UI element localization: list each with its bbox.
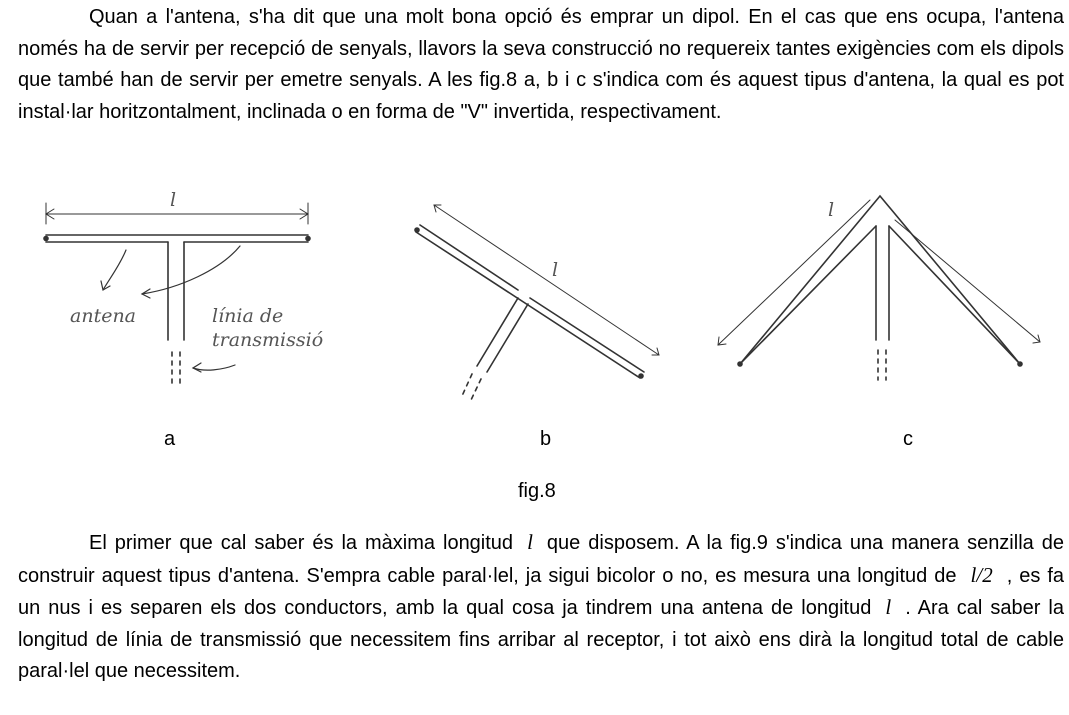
body-text-1: El primer que cal saber és la màxima longitud [89, 532, 514, 554]
body-paragraph [18, 527, 1064, 688]
subfig-b-length-symbol: l [552, 259, 559, 281]
subfig-a-drawing [44, 203, 310, 384]
subfig-b-drawing [415, 205, 659, 400]
var-l-2: l [885, 595, 892, 619]
subfig-c-drawing [718, 196, 1040, 380]
subfig-b-label: b [540, 428, 552, 450]
subfig-a-length-symbol: l [170, 189, 177, 211]
var-l-1: l [527, 530, 533, 554]
body-text-2: que disposem. A la fig.9 s'indica una manera senzilla de construir aquest tipus d'antena. S'empra cable paral·lel, ja sigui bicolor o no, es mesura una longitud de [18, 532, 1064, 587]
figure-caption: fig.8 [518, 480, 556, 502]
subfig-c-label: c [903, 428, 913, 450]
line-label-2: transmissió [212, 329, 324, 351]
body-text-3: , es fa un nus i es separen els dos conductors, amb la qual cosa ja tindrem una antena de longitud [18, 564, 1064, 619]
subfig-c-length-symbol: l [828, 199, 835, 221]
body-text-4: . Ara cal saber la longitud de línia de transmissió que necessitem fins arribar al receptor, i tot això ens dirà la longitud total de cable paral·lel que necessitem. [18, 597, 1064, 682]
antenna-label: antena [70, 305, 137, 327]
subfig-a-label: a [164, 428, 176, 450]
line-label-1: línia de [212, 305, 284, 327]
var-l-half: l/2 [970, 562, 993, 587]
intro-text: Quan a l'antena, s'ha dit que una molt bona opció és emprar un dipol. En el cas que ens ocupa, l'antena només ha de servir per recepció de senyals, llavors la seva construcció no requereix tantes exigències com els dipols que també han de servir per emetre senyals. A les fig.8 a, b i c s'indica com és aquest tipus d'antena, la qual es pot instal·lar horitzontalment, inclinada o en forma de "V" invertida, respectivament. [18, 6, 1064, 123]
